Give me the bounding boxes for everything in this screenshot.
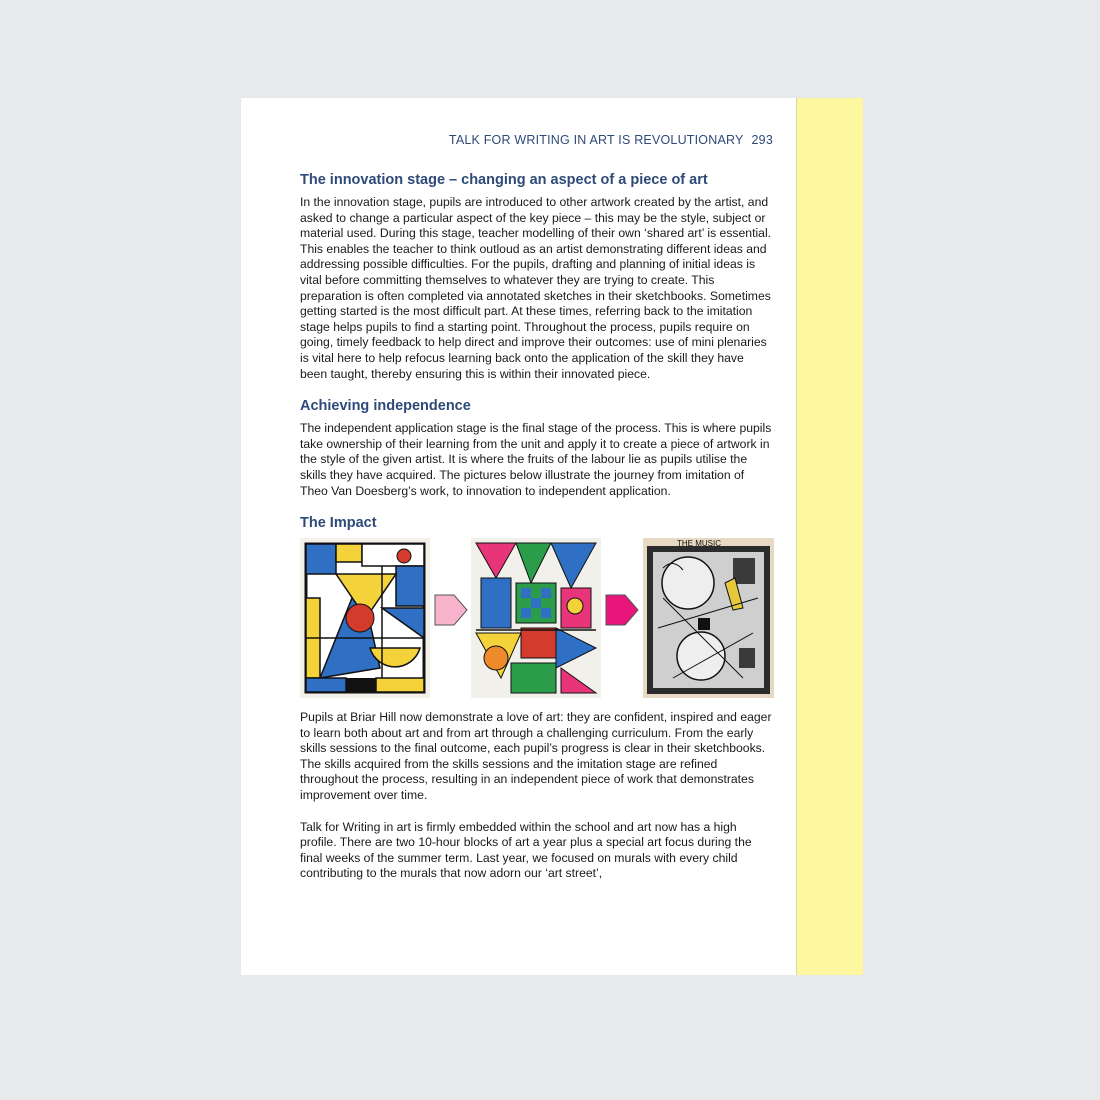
- artwork-imitation-image: [300, 538, 430, 698]
- heading-independence: Achieving independence: [300, 398, 471, 415]
- paragraph-innovation: In the innovation stage, pupils are introduced to other artwork created by the artist, and asked to change a particular aspect of the key piece – this may be the style, subject or material used. During this stage, teacher modelling of their own ‘shared art’ is essential. This enables the teacher to think outloud as an artist demonstrating different ideas and addressing possible difficulties. For the pupils, drafting and planning of initial ideas is vital before committing themselves to whatever they are trying to create. This preparation is often completed via annotated sketches in their sketchbooks. Sometimes getting started is the most difficult part. At these times, referring back to the imitation stage helps pupils to find a starting point. Throughout the process, pupils require on going, timely feedback to help direct and improve their outcomes: use of mini plenaries is vital here to help refocus learning back onto the application of the skill they have been taught, thereby ensuring this is within their innovated piece.: [300, 195, 772, 381]
- arrow-right-icon: [605, 594, 639, 626]
- section-innovation: [300, 171, 774, 382]
- artwork-innovation-image: [471, 538, 601, 698]
- page-edge-tab: [796, 98, 863, 975]
- artwork-caption: THE MUSIC: [677, 539, 721, 549]
- artwork-progression-figure: [300, 538, 774, 698]
- section-impact: [300, 514, 774, 882]
- heading-impact: The Impact: [300, 515, 377, 532]
- book-page: [241, 98, 796, 975]
- heading-innovation: The innovation stage – changing an aspect of a piece of art: [300, 172, 708, 188]
- paragraph-independence: The independent application stage is the final stage of the process. This is where pupils take ownership of their learning from the unit and apply it to create a piece of artwork in the style of the given artist. It is where the fruits of the labour lie as pupils utilise the skills they have acquired. The pictures below illustrate the journey from imitation of Theo Van Doesberg’s work, to innovation to independent application.: [300, 421, 772, 498]
- running-title: TALK FOR WRITING IN ART IS REVOLUTIONARY: [448, 133, 744, 147]
- running-head: [449, 133, 773, 147]
- page-number: 293: [751, 133, 773, 147]
- arrow-right-icon: [434, 594, 468, 626]
- page-content: [300, 171, 774, 882]
- paragraph-impact: Pupils at Briar Hill now demonstrate a love of art: they are confident, inspired and eager to learn both about art and from art through a challenging curriculum. From the early skills sessions to the final outcome, each pupil’s progress is clear in their sketchbooks. The skills acquired from the skills sessions and the imitation stage are refined throughout the process, resulting in an independent piece of work that demonstrates improvement over time.: [300, 710, 772, 803]
- section-independence: [300, 397, 774, 499]
- paragraph-impact-continued: Talk for Writing in art is firmly embedded within the school and art now has a high profile. There are two 10-hour blocks of art a year plus a special art focus during the final weeks of the summer term. Last year, we focused on murals with every child contributing to the murals that now adorn our ‘art street’,: [300, 819, 752, 881]
- artwork-independent-image: [643, 538, 774, 698]
